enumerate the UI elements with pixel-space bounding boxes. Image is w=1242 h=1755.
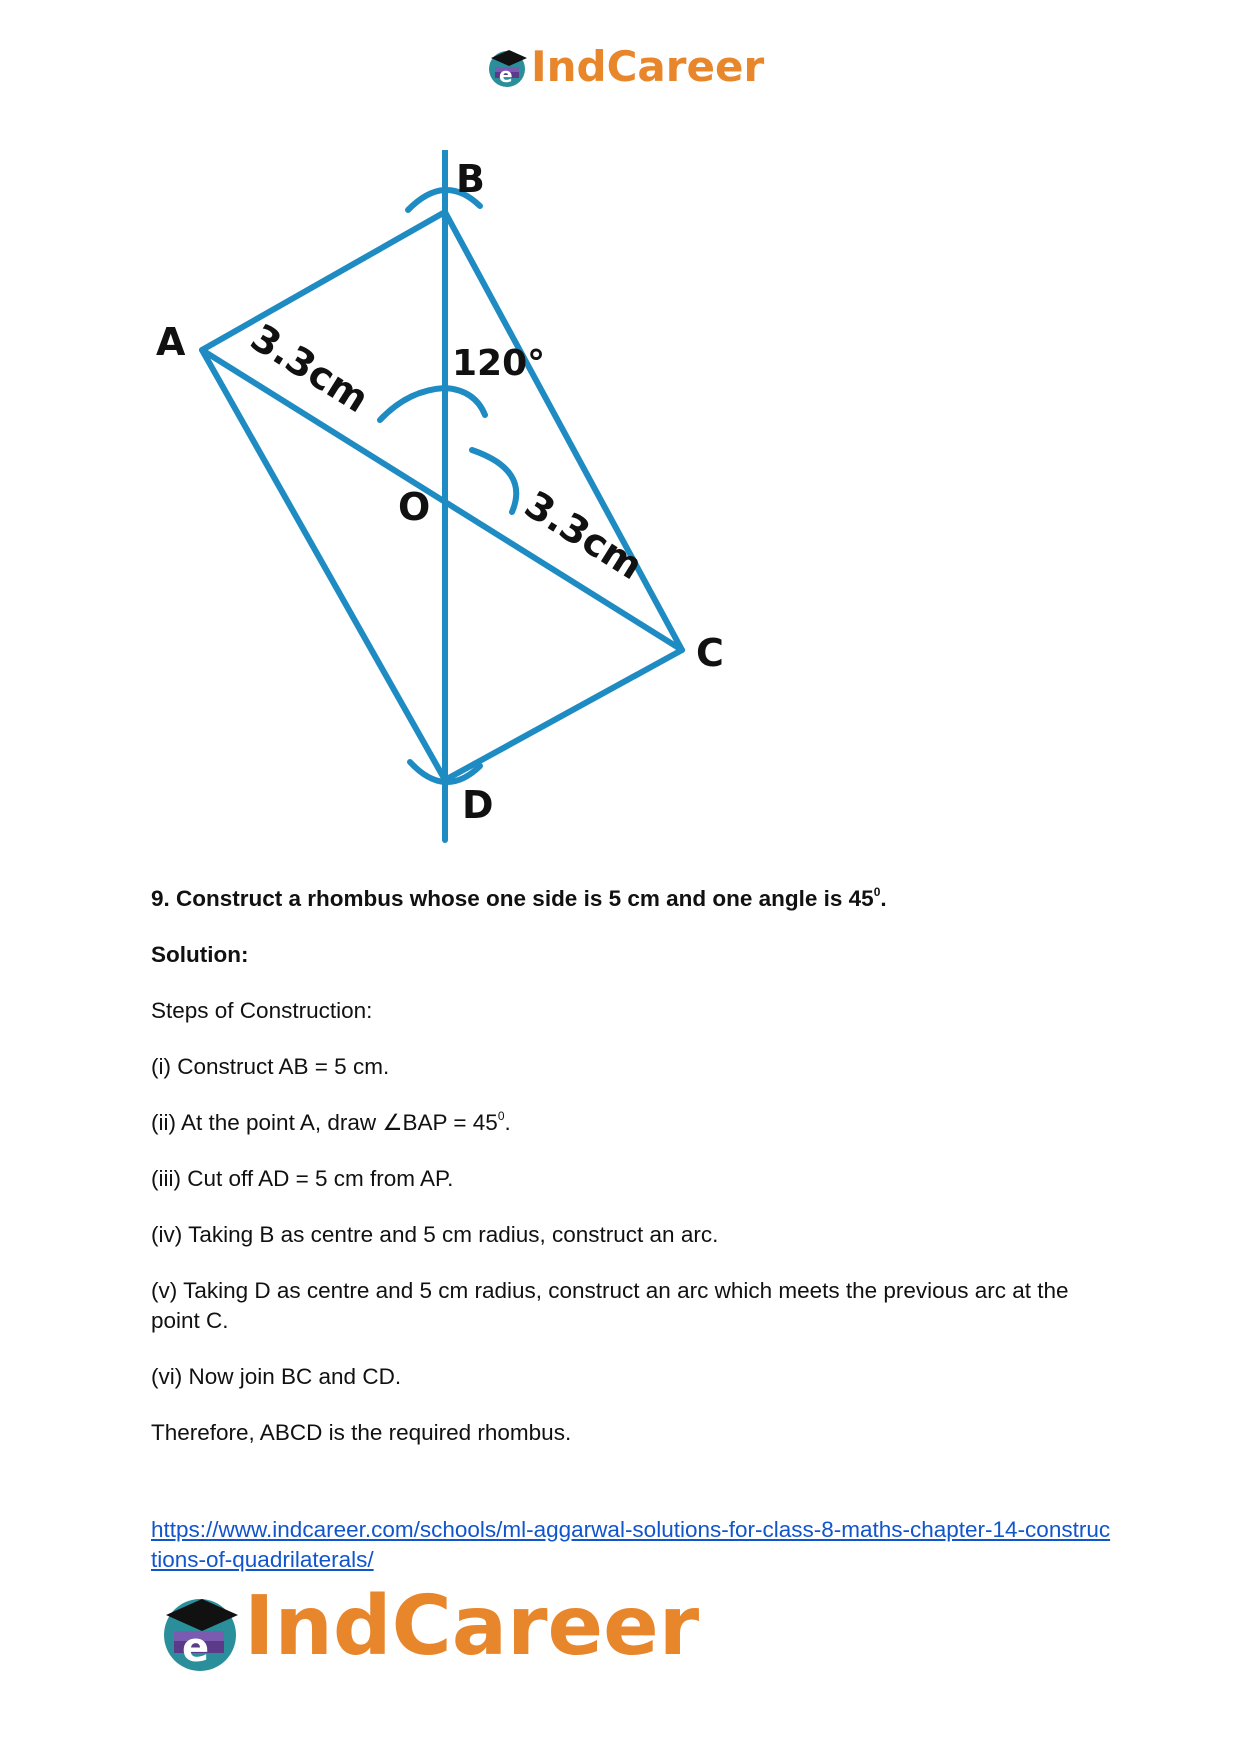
conclusion: Therefore, ABCD is the required rhombus. [151, 1420, 572, 1445]
step-4: (iv) Taking B as centre and 5 cm radius, construct an arc. [151, 1222, 719, 1247]
step-6: (vi) Now join BC and CD. [151, 1364, 402, 1389]
label-oc-length: 3.3cm [517, 482, 651, 589]
svg-text:e: e [182, 1625, 210, 1671]
label-o: O [398, 485, 431, 529]
graduation-book-icon [487, 42, 531, 92]
header-logo [487, 40, 767, 96]
source-link[interactable]: https://www.indcareer.com/schools/ml-aggarwal-solutions-for-class-8-maths-chapter-14-constructions-of-quadrilaterals/ [151, 1517, 1111, 1572]
footer-logo [160, 1579, 720, 1678]
logo-text: IndCareer [244, 1579, 700, 1674]
label-a: A [156, 320, 186, 364]
rhombus-diagram [140, 150, 800, 870]
label-b: B [456, 157, 485, 201]
label-c: C [696, 631, 724, 675]
angle-arc-upper [380, 388, 485, 420]
step-1: (i) Construct AB = 5 cm. [151, 1054, 390, 1079]
step-2: (ii) At the point A, draw ∠BAP = $45^0$. [151, 1109, 511, 1135]
question-heading: 9. Construct a rhombus whose one side is 5 cm and one angle is $45^0$. [151, 885, 887, 911]
label-ao-length: 3.3cm [243, 315, 377, 422]
label-d: D [462, 783, 494, 827]
logo-text: IndCareer [531, 42, 765, 91]
label-angle: 120° [452, 343, 546, 384]
step-3: (iii) Cut off AD = 5 cm from AP. [151, 1166, 454, 1191]
step-5: (v) Taking D as centre and 5 cm radius, construct an arc which meets the previous arc at the point C. [151, 1278, 1069, 1333]
solution-label: Solution: [151, 942, 249, 967]
angle-arc-lower [472, 450, 516, 512]
steps-heading: Steps of Construction: [151, 998, 373, 1023]
svg-text:e: e [499, 63, 513, 87]
graduation-book-icon [160, 1587, 244, 1677]
